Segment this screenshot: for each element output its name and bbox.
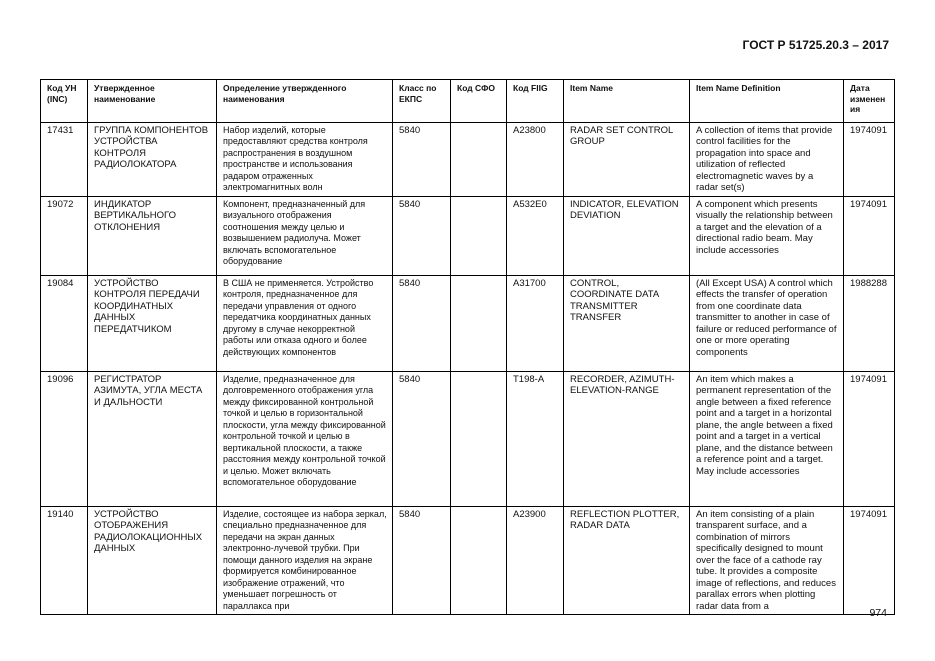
cell-name-ru: ИНДИКАТОР ВЕРТИКАЛЬНОГО ОТКЛОНЕНИЯ <box>88 196 217 275</box>
table-row <box>41 371 895 506</box>
cell-fiig: A23800 <box>507 122 564 196</box>
cell-fiig: A31700 <box>507 275 564 371</box>
cell-item-name-definition: A component which presents visually the relationship between a target and the elevation of a directional radio beam. May include accessories <box>690 196 844 275</box>
cell-item-name: RECORDER, AZIMUTH-ELEVATION-RANGE <box>564 371 690 506</box>
cell-fiig: T198-A <box>507 371 564 506</box>
catalog-table <box>40 79 895 615</box>
cell-inc: 19072 <box>41 196 88 275</box>
cell-date: 1974091 <box>844 371 895 506</box>
cell-item-name: CONTROL, COORDINATE DATA TRANSMITTER TRANSFER <box>564 275 690 371</box>
cell-item-name-definition: An item which makes a permanent representation of the angle between a fixed reference point and a target in a horizontal plane, the angle between a fixed point and a target in a vertical plane, and the distance between a reference point and a target. May include accessories <box>690 371 844 506</box>
column-header-definition-ru: Определение утвержденного наименования <box>217 80 393 123</box>
cell-definition-ru: Набор изделий, которые предоставляют средства контроля распространения в воздушном пространстве и использования радаром отраженных электромагнитных волн <box>217 122 393 196</box>
cell-item-name-definition: (All Except USA) A control which effects the transfer of operation from one coordinate data transmitter to another in case of failure or reduced performance of one or more operating components <box>690 275 844 371</box>
cell-class: 5840 <box>393 122 451 196</box>
column-header-class: Класс по ЕКПС <box>393 80 451 123</box>
column-header-fiig: Код FIIG <box>507 80 564 123</box>
cell-inc: 17431 <box>41 122 88 196</box>
cell-date: 1988288 <box>844 275 895 371</box>
cell-fiig: A532E0 <box>507 196 564 275</box>
cell-sfo <box>451 196 507 275</box>
cell-sfo <box>451 506 507 614</box>
cell-date: 1974091 <box>844 122 895 196</box>
column-header-inc: Код УН (INC) <box>41 80 88 123</box>
cell-name-ru: РЕГИСТРАТОР АЗИМУТА, УГЛА МЕСТА И ДАЛЬНОСТИ <box>88 371 217 506</box>
cell-item-name-definition: A collection of items that provide control facilities for the propagation into space and utilization of reflected electromagnetic waves by a radar set(s) <box>690 122 844 196</box>
cell-item-name: INDICATOR, ELEVATION DEVIATION <box>564 196 690 275</box>
column-header-item-name-definition: Item Name Definition <box>690 80 844 123</box>
cell-class: 5840 <box>393 196 451 275</box>
cell-class: 5840 <box>393 275 451 371</box>
cell-sfo <box>451 275 507 371</box>
table-header-row <box>41 80 895 123</box>
cell-item-name: RADAR SET CONTROL GROUP <box>564 122 690 196</box>
cell-inc: 19096 <box>41 371 88 506</box>
page-number: 974 <box>869 607 887 619</box>
cell-item-name-definition: An item consisting of a plain transparent surface, and a combination of mirrors specifically designed to mount over the face of a cathode ray tube. It provides a composite image of reflections, and reduces parallax errors when plotting radar data from a <box>690 506 844 614</box>
table-row <box>41 196 895 275</box>
cell-definition-ru: В США не применяется. Устройство контроля, предназначенное для передачи управления от одного передатчика координатных данных другому в случае некорректной работы или отказа одного и более действующих компонентов <box>217 275 393 371</box>
table-row <box>41 506 895 614</box>
cell-class: 5840 <box>393 506 451 614</box>
cell-item-name: REFLECTION PLOTTER, RADAR DATA <box>564 506 690 614</box>
cell-date: 1974091 <box>844 196 895 275</box>
cell-definition-ru: Изделие, состоящее из набора зеркал, специально предназначенное для передачи на экран данных электронно-лучевой трубки. При помощи данного изделия на экране формируется комбинированное изображение отражений, что уменьшает погрешность от параллакса при <box>217 506 393 614</box>
table-row <box>41 275 895 371</box>
cell-class: 5840 <box>393 371 451 506</box>
document-header: ГОСТ Р 51725.20.3 – 2017 <box>742 38 889 52</box>
cell-name-ru: ГРУППА КОМПОНЕНТОВ УСТРОЙСТВА КОНТРОЛЯ РАДИОЛОКАТОРА <box>88 122 217 196</box>
column-header-date: Дата изменения <box>844 80 895 123</box>
cell-sfo <box>451 371 507 506</box>
cell-definition-ru: Компонент, предназначенный для визуального отображения соотношения между целью и возвышением радиолуча. Может включать вспомогательное оборудование <box>217 196 393 275</box>
column-header-name-ru: Утвержденное наименование <box>88 80 217 123</box>
cell-name-ru: УСТРОЙСТВО ОТОБРАЖЕНИЯ РАДИОЛОКАЦИОННЫХ ДАННЫХ <box>88 506 217 614</box>
column-header-sfo: Код СФО <box>451 80 507 123</box>
cell-fiig: A23900 <box>507 506 564 614</box>
cell-name-ru: УСТРОЙСТВО КОНТРОЛЯ ПЕРЕДАЧИ КООРДИНАТНЫХ ДАННЫХ ПЕРЕДАТЧИКОМ <box>88 275 217 371</box>
column-header-item-name: Item Name <box>564 80 690 123</box>
table-row <box>41 122 895 196</box>
cell-date: 1974091 <box>844 506 895 614</box>
cell-inc: 19140 <box>41 506 88 614</box>
cell-definition-ru: Изделие, предназначенное для долговременного отображения угла между фиксированной контрольной точкой и целью в горизонтальной плоскости, угла между фиксированной контрольной точкой и целью в вертикальной плоскости, а также расстояния между контрольной точкой и целью. Может включать вспомогательное оборудование <box>217 371 393 506</box>
cell-sfo <box>451 122 507 196</box>
cell-inc: 19084 <box>41 275 88 371</box>
